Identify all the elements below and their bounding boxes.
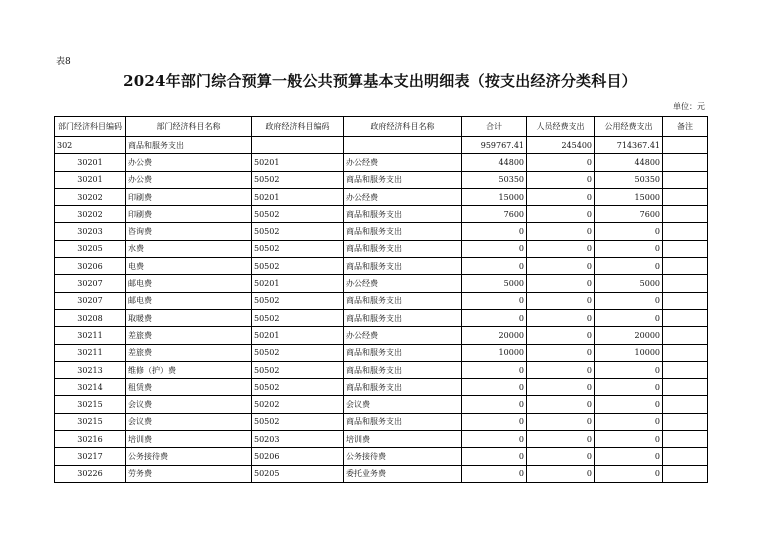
- table-row: [55, 275, 708, 292]
- cell-dept-name: 差旅费: [126, 344, 252, 361]
- cell-dept-name: 会议费: [126, 413, 252, 430]
- header-personnel: 人员经费支出: [527, 117, 595, 137]
- cell-total: 0: [462, 465, 527, 482]
- cell-total: 44800: [462, 154, 527, 171]
- table-row: [55, 188, 708, 205]
- cell-note: [663, 137, 708, 154]
- cell-personnel: 0: [527, 223, 595, 240]
- cell-gov-code: 50201: [252, 154, 344, 171]
- cell-personnel: 0: [527, 465, 595, 482]
- header-gov-code: 政府经济科目编码: [252, 117, 344, 137]
- cell-public: 0: [595, 431, 663, 448]
- cell-dept-name: 租赁费: [126, 379, 252, 396]
- cell-gov-code: 50202: [252, 396, 344, 413]
- cell-dept-name: 劳务费: [126, 465, 252, 482]
- table-number-label: 表8: [56, 57, 71, 67]
- cell-gov-code: [252, 137, 344, 154]
- cell-gov-code: 50502: [252, 258, 344, 275]
- cell-note: [663, 171, 708, 188]
- cell-public: 0: [595, 240, 663, 257]
- cell-public: 0: [595, 465, 663, 482]
- table-row: [55, 206, 708, 223]
- header-public: 公用经费支出: [595, 117, 663, 137]
- cell-gov-name: 商品和服务支出: [344, 258, 462, 275]
- cell-note: [663, 448, 708, 465]
- cell-gov-code: 50201: [252, 275, 344, 292]
- cell-gov-name: 会议费: [344, 396, 462, 413]
- cell-dept-name: 培训费: [126, 431, 252, 448]
- cell-total: 50350: [462, 171, 527, 188]
- cell-gov-name: 办公经费: [344, 154, 462, 171]
- cell-total: 0: [462, 258, 527, 275]
- header-dept-code: 部门经济科目编码: [55, 117, 126, 137]
- cell-note: [663, 206, 708, 223]
- cell-personnel: 0: [527, 361, 595, 378]
- cell-dept-code: 30208: [55, 309, 126, 326]
- cell-dept-code: 30215: [55, 413, 126, 430]
- cell-personnel: 0: [527, 309, 595, 326]
- cell-gov-code: 50502: [252, 361, 344, 378]
- cell-personnel: 0: [527, 240, 595, 257]
- cell-public: 0: [595, 309, 663, 326]
- cell-dept-code: 30216: [55, 431, 126, 448]
- header-gov-name: 政府经济科目名称: [344, 117, 462, 137]
- cell-public: 0: [595, 258, 663, 275]
- cell-personnel: 0: [527, 431, 595, 448]
- cell-personnel: 0: [527, 396, 595, 413]
- cell-gov-name: 商品和服务支出: [344, 413, 462, 430]
- cell-dept-code: 30205: [55, 240, 126, 257]
- cell-gov-name: 商品和服务支出: [344, 223, 462, 240]
- cell-dept-code: 30217: [55, 448, 126, 465]
- table-row: [55, 154, 708, 171]
- cell-gov-name: 商品和服务支出: [344, 206, 462, 223]
- cell-gov-name: 委托业务费: [344, 465, 462, 482]
- cell-note: [663, 379, 708, 396]
- cell-gov-code: 50502: [252, 171, 344, 188]
- table-row: [55, 137, 708, 154]
- cell-public: 50350: [595, 171, 663, 188]
- cell-personnel: 245400: [527, 137, 595, 154]
- expenditure-table: [54, 116, 708, 483]
- cell-gov-name: 商品和服务支出: [344, 361, 462, 378]
- cell-public: 0: [595, 448, 663, 465]
- cell-note: [663, 258, 708, 275]
- cell-total: 0: [462, 361, 527, 378]
- cell-total: 0: [462, 292, 527, 309]
- cell-public: 0: [595, 413, 663, 430]
- cell-dept-code: 30207: [55, 292, 126, 309]
- table-row: [55, 171, 708, 188]
- table-row: [55, 223, 708, 240]
- table-row: [55, 361, 708, 378]
- table-row: [55, 379, 708, 396]
- cell-total: 5000: [462, 275, 527, 292]
- cell-gov-name: 商品和服务支出: [344, 171, 462, 188]
- cell-gov-code: 50201: [252, 188, 344, 205]
- header-total: 合计: [462, 117, 527, 137]
- cell-note: [663, 154, 708, 171]
- cell-dept-name: 水费: [126, 240, 252, 257]
- unit-label: 单位：元: [673, 102, 705, 111]
- cell-dept-code: 30203: [55, 223, 126, 240]
- cell-note: [663, 396, 708, 413]
- cell-dept-name: 印刷费: [126, 188, 252, 205]
- cell-gov-name: 商品和服务支出: [344, 344, 462, 361]
- cell-dept-name: 办公费: [126, 154, 252, 171]
- cell-dept-name: 会议费: [126, 396, 252, 413]
- cell-personnel: 0: [527, 188, 595, 205]
- page-title: 2024年部门综合预算一般公共预算基本支出明细表（按支出经济分类科目）: [123, 72, 637, 90]
- cell-personnel: 0: [527, 154, 595, 171]
- header-note: 备注: [663, 117, 708, 137]
- cell-personnel: 0: [527, 258, 595, 275]
- header-dept-name: 部门经济科目名称: [126, 117, 252, 137]
- cell-gov-code: 50502: [252, 413, 344, 430]
- cell-total: 0: [462, 309, 527, 326]
- cell-public: 0: [595, 223, 663, 240]
- cell-public: 0: [595, 292, 663, 309]
- cell-gov-code: 50206: [252, 448, 344, 465]
- cell-note: [663, 344, 708, 361]
- cell-note: [663, 240, 708, 257]
- cell-dept-name: 维修（护）费: [126, 361, 252, 378]
- cell-total: 0: [462, 223, 527, 240]
- cell-dept-code: 30207: [55, 275, 126, 292]
- cell-gov-code: 50502: [252, 344, 344, 361]
- cell-dept-code: 30206: [55, 258, 126, 275]
- cell-personnel: 0: [527, 344, 595, 361]
- cell-public: 0: [595, 396, 663, 413]
- cell-dept-name: 差旅费: [126, 327, 252, 344]
- cell-public: 0: [595, 379, 663, 396]
- cell-gov-code: 50502: [252, 240, 344, 257]
- cell-total: 0: [462, 413, 527, 430]
- table-body: [55, 137, 708, 483]
- cell-personnel: 0: [527, 413, 595, 430]
- table-row: [55, 431, 708, 448]
- table-row: [55, 448, 708, 465]
- cell-public: 20000: [595, 327, 663, 344]
- cell-dept-name: 商品和服务支出: [126, 137, 252, 154]
- table-row: [55, 344, 708, 361]
- cell-gov-code: 50502: [252, 292, 344, 309]
- header-row: [55, 117, 708, 137]
- cell-total: 959767.41: [462, 137, 527, 154]
- cell-total: 20000: [462, 327, 527, 344]
- cell-total: 7600: [462, 206, 527, 223]
- cell-dept-code: 30201: [55, 171, 126, 188]
- cell-dept-name: 办公费: [126, 171, 252, 188]
- cell-dept-code: 30201: [55, 154, 126, 171]
- table-row: [55, 327, 708, 344]
- cell-dept-name: 公务接待费: [126, 448, 252, 465]
- cell-dept-code: 302: [55, 137, 126, 154]
- cell-dept-code: 30213: [55, 361, 126, 378]
- cell-personnel: 0: [527, 327, 595, 344]
- cell-gov-code: 50201: [252, 327, 344, 344]
- cell-note: [663, 327, 708, 344]
- cell-gov-code: 50205: [252, 465, 344, 482]
- cell-dept-code: 30211: [55, 344, 126, 361]
- cell-total: 0: [462, 448, 527, 465]
- cell-dept-name: 印刷费: [126, 206, 252, 223]
- cell-public: 5000: [595, 275, 663, 292]
- cell-gov-name: 公务接待费: [344, 448, 462, 465]
- cell-dept-name: 取暖费: [126, 309, 252, 326]
- cell-personnel: 0: [527, 171, 595, 188]
- cell-gov-name: 办公经费: [344, 188, 462, 205]
- cell-dept-name: 邮电费: [126, 275, 252, 292]
- cell-note: [663, 309, 708, 326]
- cell-gov-name: 商品和服务支出: [344, 292, 462, 309]
- cell-personnel: 0: [527, 275, 595, 292]
- cell-dept-code: 30214: [55, 379, 126, 396]
- table-row: [55, 292, 708, 309]
- table-row: [55, 258, 708, 275]
- cell-total: 0: [462, 396, 527, 413]
- cell-note: [663, 413, 708, 430]
- cell-dept-name: 邮电费: [126, 292, 252, 309]
- cell-dept-code: 30202: [55, 188, 126, 205]
- cell-gov-name: 办公经费: [344, 275, 462, 292]
- cell-public: 15000: [595, 188, 663, 205]
- cell-gov-name: 商品和服务支出: [344, 240, 462, 257]
- cell-public: 714367.41: [595, 137, 663, 154]
- cell-note: [663, 223, 708, 240]
- cell-gov-code: 50502: [252, 379, 344, 396]
- cell-total: 0: [462, 431, 527, 448]
- cell-personnel: 0: [527, 448, 595, 465]
- cell-public: 44800: [595, 154, 663, 171]
- cell-dept-code: 30211: [55, 327, 126, 344]
- cell-dept-code: 30215: [55, 396, 126, 413]
- cell-total: 15000: [462, 188, 527, 205]
- cell-total: 0: [462, 379, 527, 396]
- cell-public: 10000: [595, 344, 663, 361]
- cell-gov-code: 50502: [252, 206, 344, 223]
- cell-dept-code: 30226: [55, 465, 126, 482]
- cell-gov-code: 50203: [252, 431, 344, 448]
- cell-gov-code: 50502: [252, 223, 344, 240]
- cell-public: 0: [595, 361, 663, 378]
- table-row: [55, 396, 708, 413]
- table-row: [55, 465, 708, 482]
- cell-note: [663, 292, 708, 309]
- cell-public: 7600: [595, 206, 663, 223]
- cell-dept-name: 电费: [126, 258, 252, 275]
- cell-note: [663, 361, 708, 378]
- cell-gov-name: 商品和服务支出: [344, 309, 462, 326]
- cell-note: [663, 431, 708, 448]
- cell-gov-name: [344, 137, 462, 154]
- cell-personnel: 0: [527, 292, 595, 309]
- table-row: [55, 309, 708, 326]
- cell-dept-name: 咨询费: [126, 223, 252, 240]
- cell-total: 10000: [462, 344, 527, 361]
- table-row: [55, 413, 708, 430]
- cell-gov-code: 50502: [252, 309, 344, 326]
- cell-note: [663, 188, 708, 205]
- cell-personnel: 0: [527, 206, 595, 223]
- cell-personnel: 0: [527, 379, 595, 396]
- cell-dept-code: 30202: [55, 206, 126, 223]
- cell-gov-name: 培训费: [344, 431, 462, 448]
- cell-gov-name: 商品和服务支出: [344, 379, 462, 396]
- cell-note: [663, 465, 708, 482]
- table-row: [55, 240, 708, 257]
- cell-total: 0: [462, 240, 527, 257]
- cell-note: [663, 275, 708, 292]
- cell-gov-name: 办公经费: [344, 327, 462, 344]
